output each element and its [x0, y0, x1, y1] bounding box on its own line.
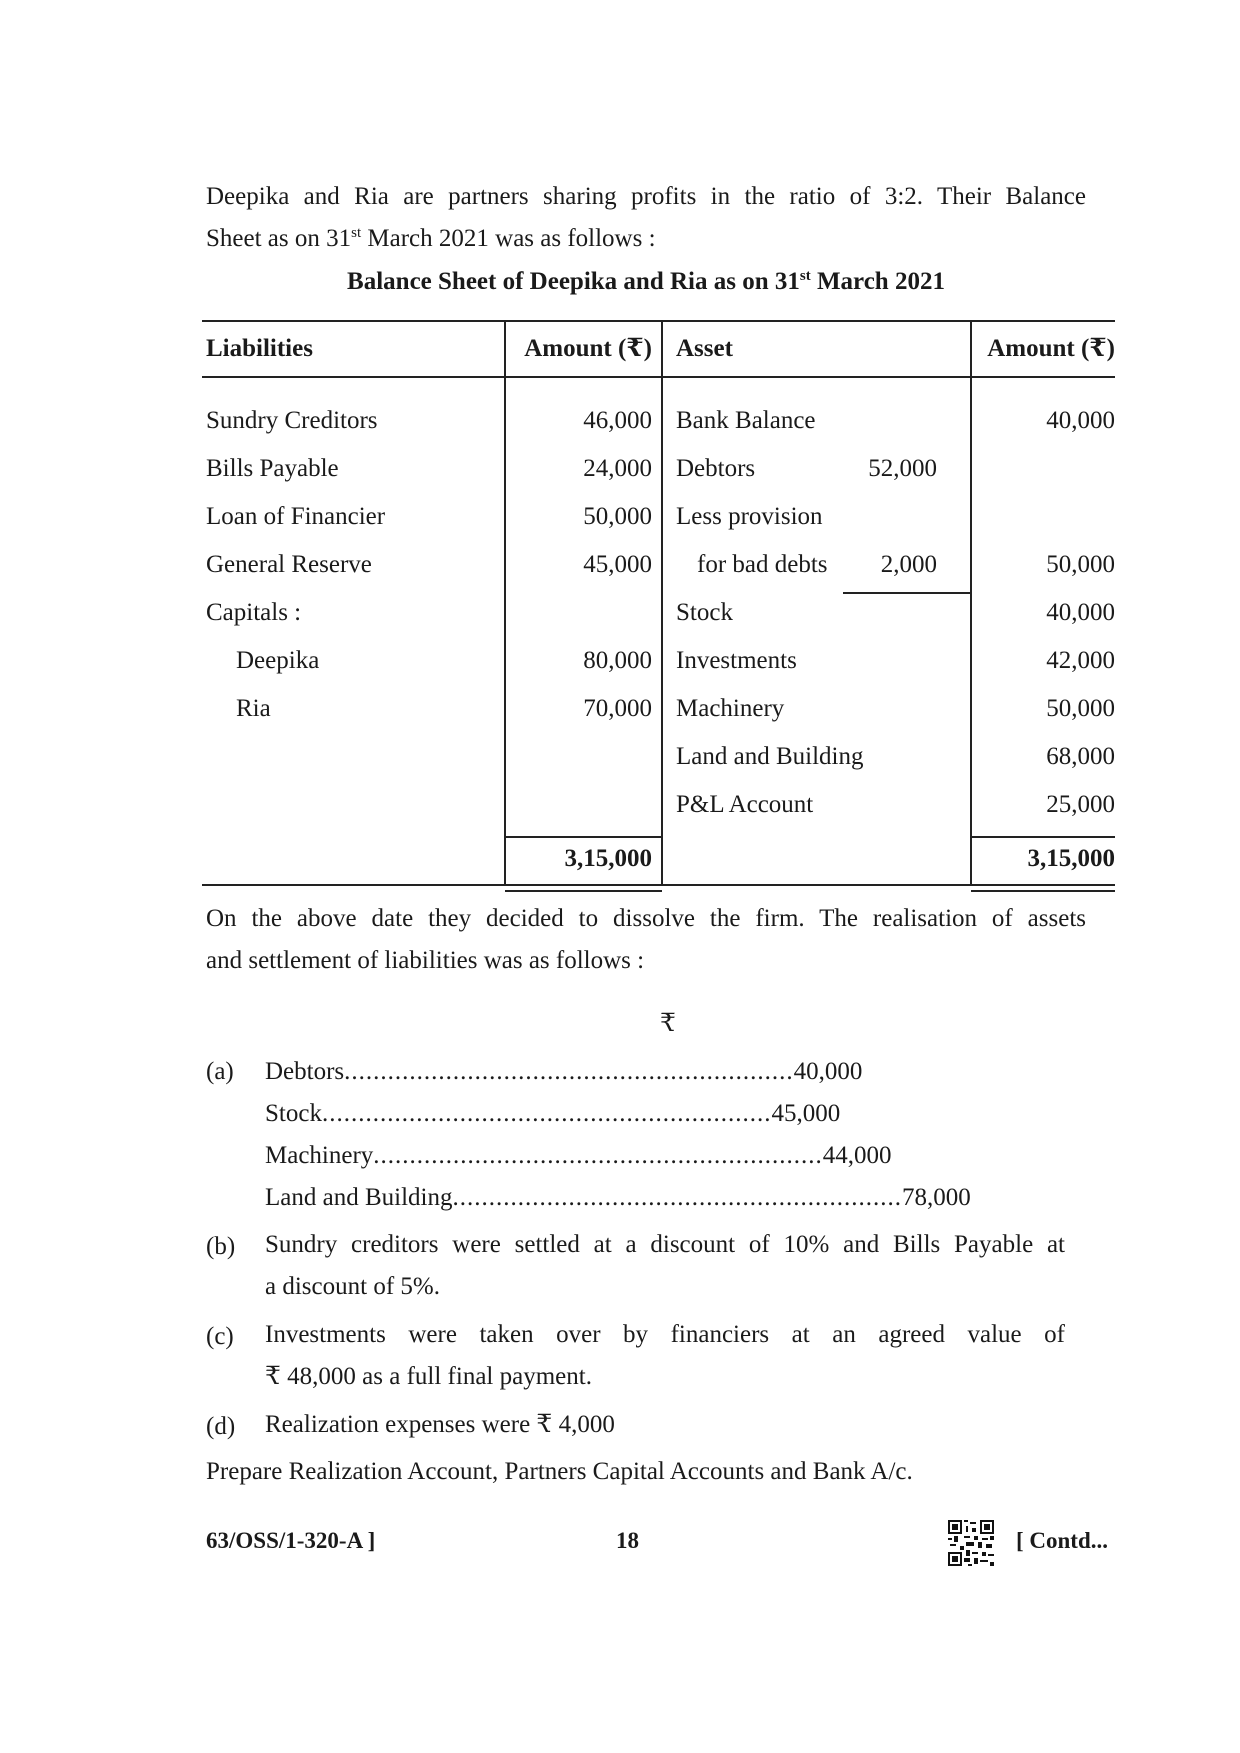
liability-amount: 46,000 [583, 407, 652, 434]
leader-dots: .............................................................. [373, 1142, 823, 1169]
item-d-text [265, 1404, 1065, 1446]
asset-label: Debtors [676, 455, 756, 482]
realisation-label: Debtors [265, 1058, 345, 1085]
caption-text: Balance Sheet of Deepika and Ria as on 31 [347, 268, 800, 295]
instruction-line: Prepare Realization Account, Partners Capital Accounts and Bank A/c. [206, 1458, 913, 1485]
asset-label: Bank Balance [676, 407, 816, 434]
double-rule-assets [971, 890, 1115, 892]
total-rule-assets [971, 836, 1115, 838]
liability-amount: 70,000 [583, 695, 652, 722]
item-b-line-1: Sundry creditors were settled at a discount of 10% and Bills Payable at [265, 1231, 1065, 1258]
dissolution-paragraph [206, 898, 1086, 982]
asset-label: Stock [676, 599, 733, 626]
liability-amount: 80,000 [583, 647, 652, 674]
header-asset: Asset [676, 335, 733, 362]
intro-line-1: Deepika and Ria are partners sharing profits in the ratio of 3:2. Their Balance [206, 183, 1086, 210]
asset-label: for bad debts [697, 551, 828, 578]
qr-code-icon [948, 1520, 994, 1566]
instruction-text [206, 1451, 1086, 1493]
column-rule-2 [661, 320, 663, 886]
item-d-label: (d) [206, 1413, 236, 1440]
asset-amount: 25,000 [1046, 791, 1115, 818]
caption-end: March 2021 [810, 268, 945, 295]
realisation-row [265, 1142, 892, 1170]
liability-label: Bills Payable [206, 455, 339, 482]
column-rule-1 [504, 320, 506, 886]
header-amount-liabilities: Amount (₹) [524, 335, 652, 362]
realisation-value: 78,000 [901, 1184, 971, 1211]
paper-code: 63/OSS/1-320-A ] [206, 1528, 376, 1553]
asset-sub-amount: 2,000 [880, 551, 937, 578]
dissolution-line-1: On the above date they decided to dissolve the firm. The realisation of assets [206, 905, 1086, 932]
leader-dots: .............................................................. [344, 1058, 794, 1085]
intro-superscript: st [351, 225, 362, 241]
liability-amount: 45,000 [583, 551, 652, 578]
double-rule-liabilities [505, 890, 662, 892]
intro-line-2-end: March 2021 was as follows : [361, 225, 656, 252]
continued-label: [ Contd... [1016, 1528, 1109, 1553]
page-number: 18 [616, 1528, 639, 1553]
item-c-label: (c) [206, 1323, 234, 1350]
realisation-row [265, 1184, 971, 1212]
leader-dots: .............................................................. [452, 1184, 902, 1211]
item-c-line-1: Investments were taken over by financiers at an agreed value of [265, 1321, 1065, 1348]
item-c-text [265, 1314, 1065, 1398]
asset-label: Investments [676, 647, 797, 674]
liability-label: Deepika [236, 647, 320, 674]
header-liabilities: Liabilities [206, 335, 313, 362]
realisation-row [265, 1058, 863, 1086]
total-rule-liabilities [505, 836, 662, 838]
liability-label: Capitals : [206, 599, 302, 626]
liability-label: Ria [236, 695, 271, 722]
asset-sub-amount: 52,000 [868, 455, 937, 482]
asset-amount: 42,000 [1046, 647, 1115, 674]
realisation-value: 44,000 [822, 1142, 892, 1169]
total-assets: 3,15,000 [1027, 845, 1115, 872]
asset-amount: 50,000 [1046, 695, 1115, 722]
rupee-column-header: ₹ [660, 1010, 676, 1037]
caption-superscript: st [799, 268, 811, 284]
intro-line-2 [206, 218, 1086, 260]
asset-amount: 40,000 [1046, 407, 1115, 434]
provision-subtotal-rule [843, 592, 971, 594]
asset-label: P&L Account [676, 791, 814, 818]
liability-label: General Reserve [206, 551, 372, 578]
asset-amount: 50,000 [1046, 551, 1115, 578]
intro-line-2-text: Sheet as on 31 [206, 225, 352, 252]
table-header-rule [202, 376, 1115, 378]
realisation-value: 40,000 [793, 1058, 863, 1085]
leader-dots: .............................................................. [321, 1100, 772, 1127]
item-b-text [265, 1224, 1065, 1308]
realisation-value: 45,000 [771, 1100, 841, 1127]
asset-label: Less provision [676, 503, 823, 530]
balance-sheet-caption [206, 268, 1086, 296]
asset-label: Land and Building [676, 743, 864, 770]
liability-amount: 24,000 [583, 455, 652, 482]
liability-label: Sundry Creditors [206, 407, 378, 434]
item-b-label: (b) [206, 1233, 236, 1260]
item-a-label: (a) [206, 1058, 234, 1085]
asset-amount: 40,000 [1046, 599, 1115, 626]
intro-paragraph [206, 176, 1086, 260]
realisation-row [265, 1100, 841, 1128]
realisation-label: Stock [265, 1100, 322, 1127]
liability-label: Loan of Financier [206, 503, 386, 530]
realisation-label: Machinery [265, 1142, 374, 1169]
dissolution-line-2: and settlement of liabilities was as follows : [206, 947, 645, 974]
item-d-line: Realization expenses were ₹ 4,000 [265, 1411, 615, 1438]
table-top-rule [202, 320, 1115, 322]
item-b-line-2: a discount of 5%. [265, 1273, 440, 1300]
liability-amount: 50,000 [583, 503, 652, 530]
asset-label: Machinery [676, 695, 785, 722]
header-amount-assets: Amount (₹) [987, 335, 1115, 362]
table-bottom-rule [202, 884, 1115, 886]
realisation-label: Land and Building [265, 1184, 453, 1211]
total-liabilities: 3,15,000 [564, 845, 652, 872]
item-c-line-2: ₹ 48,000 as a full final payment. [265, 1363, 592, 1390]
asset-amount: 68,000 [1046, 743, 1115, 770]
